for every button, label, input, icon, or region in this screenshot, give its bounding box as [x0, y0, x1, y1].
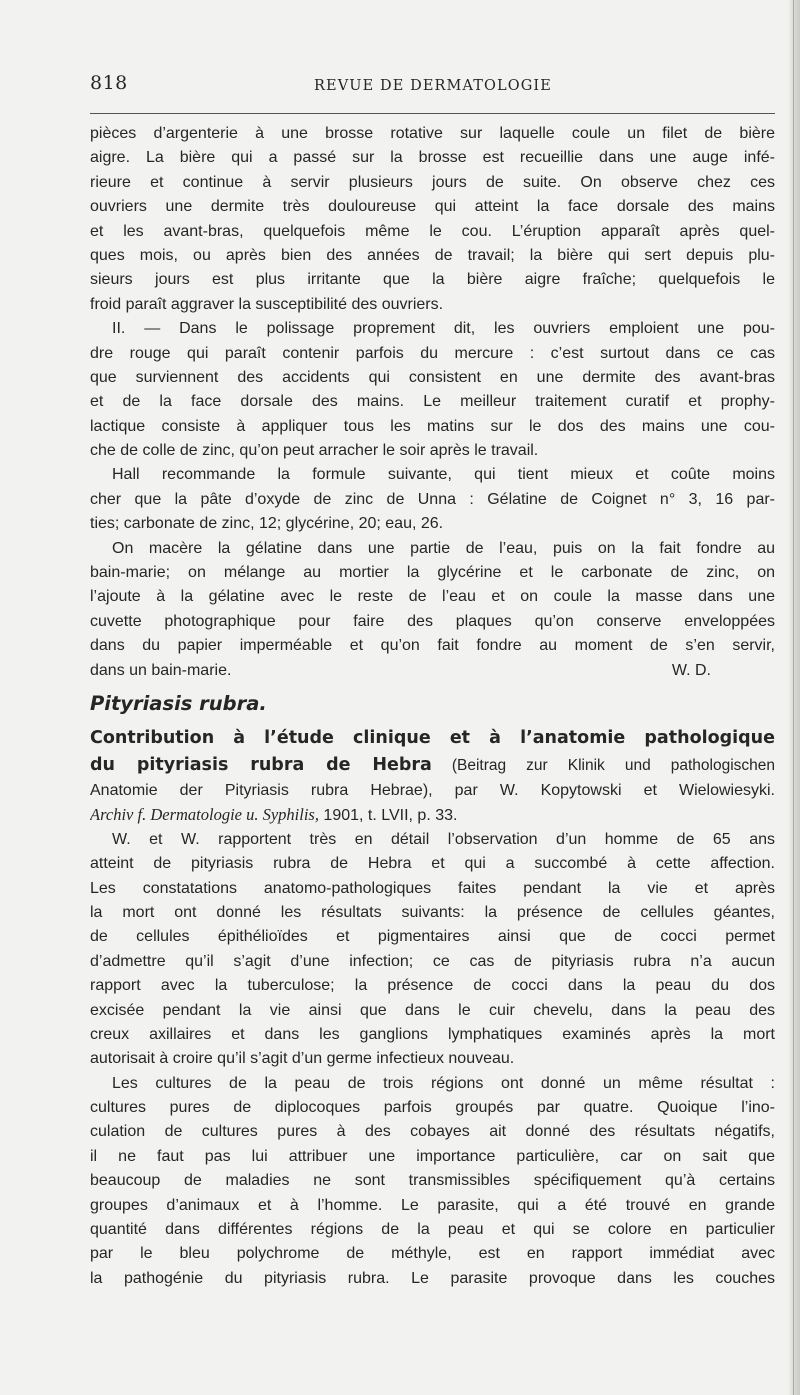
citation-details: 1901, t. LVII, p. 33. — [318, 807, 458, 825]
section-title: Pityriasis rubra. — [90, 691, 267, 715]
body-line: II. — Dans le polissage proprement dit, les ouvriers emploient une pou- — [112, 320, 775, 338]
article-citation — [90, 803, 775, 827]
article-heading-tail: (Beitrag zur Klinik und pathologischen — [431, 756, 775, 774]
body-line: groupes d’animaux et à l’homme. Le parasite, qui a été trouvé en grande — [90, 1196, 775, 1214]
article-heading-line — [90, 752, 775, 779]
body-line: culation de cultures pures à des cobayes ait donné des résultats négatifs, — [90, 1123, 775, 1141]
body-line: l’ajoute à la gélatine avec le reste de l’eau et on coule la masse dans une — [90, 588, 775, 606]
body-line: ties; carbonate de zinc, 12; glycérine, 20; eau, 26. — [90, 515, 444, 533]
body-line: ques mois, ou après bien des années de travail; la bière qui sert depuis plu- — [90, 246, 775, 264]
body-line: ouvriers une dermite très douloureuse qui atteint la face dorsale des mains — [90, 198, 775, 216]
body-line: bain-marie; on mélange au mortier la glycérine et le carbonate de zinc, on — [90, 564, 775, 582]
body-line: sieurs jours est plus irritante que la bière aigre fraîche; quelquefois le — [90, 271, 775, 289]
body-line: excisée pendant la vie ainsi que dans le cuir chevelu, dans la peau des — [90, 1001, 775, 1019]
body-line: rieure et continue à servir plusieurs jours de suite. On observe chez ces — [90, 173, 775, 191]
body-line: la mort ont donné les résultats suivants: la présence de cellules géantes, — [90, 903, 775, 921]
article-heading-authors: Anatomie der Pityriasis rubra Hebrae), par W. Kopytowski et Wielowiesyki. — [90, 781, 775, 799]
body-line: cher que la pâte d’oxyde de zinc de Unna : Gélatine de Coignet n° 3, 16 par- — [90, 490, 775, 508]
body-line: quantité dans différentes régions de la peau et qui se colore en particulier — [90, 1221, 775, 1239]
citation-journal: Archiv f. Dermatologie u. Syphilis, — [90, 805, 319, 825]
body-line: aigre. La bière qui a passé sur la brosse est recueillie dans une auge infé- — [90, 149, 775, 167]
body-line-with-signature — [90, 659, 775, 683]
journal-title: REVUE DE DERMATOLOGIE — [314, 78, 552, 94]
article-heading-bold: du pityriasis rubra de Hebra — [90, 754, 432, 775]
body-line: Hall recommande la formule suivante, qui tient mieux et coûte moins — [112, 466, 775, 484]
body-line: creux axillaires et dans les ganglions lymphatiques examinés après la mort — [90, 1025, 775, 1043]
body-line: froid paraît aggraver la susceptibilité des ouvriers. — [90, 295, 444, 313]
running-head — [90, 72, 775, 102]
page-number: 818 — [90, 72, 128, 94]
body-line: que surviennent des accidents qui consistent en une dermite des avant-bras — [90, 368, 775, 386]
body-line: de cellules épithélioïdes et pigmentaires ainsi que de cocci permet — [90, 928, 775, 946]
page-edge-line — [793, 0, 794, 1395]
article-heading-line: Contribution à l’étude clinique et à l’anatomie pathologique — [90, 727, 775, 748]
body-line: pièces d’argenterie à une brosse rotative sur laquelle coule un filet de bière — [90, 125, 775, 142]
body-line: beaucoup de maladies ne sont transmissibles spécifiquement qu’à certains — [90, 1172, 775, 1190]
body-line: Les cultures de la peau de trois régions ont donné un même résultat : — [112, 1074, 775, 1092]
body-line: autorisait à croire qu’il s’agit d’un germe infectieux nouveau. — [90, 1050, 515, 1068]
body-line: che de colle de zinc, qu’on peut arracher le soir après le travail. — [90, 442, 539, 460]
body-line: rapport avec la tuberculose; la présence de cocci dans la peau du dos — [90, 977, 775, 995]
body-line: cuvette photographique pour faire des plaques qu’on conserve enveloppées — [90, 612, 775, 630]
body-line: On macère la gélatine dans une partie de l’eau, puis on la fait fondre au — [112, 539, 775, 557]
body-line: d’admettre qu’il s’agit d’une infection; ce cas de pityriasis rubra n’a aucun — [90, 952, 775, 970]
body-line: dre rouge qui paraît contenir parfois du mercure : c’est surtout dans ce cas — [90, 344, 775, 362]
header-rule — [90, 113, 775, 114]
body-line: W. et W. rapportent très en détail l’observation d’un homme de 65 ans — [112, 830, 775, 848]
text-column — [90, 122, 775, 1291]
body-line: la pathogénie du pityriasis rubra. Le parasite provoque dans les couches — [90, 1269, 775, 1287]
body-line: et les avant-bras, quelquefois même le cou. L’éruption apparaît après quel- — [90, 222, 775, 240]
body-line: lactique consiste à appliquer tous les matins sur le dos des mains une cou- — [90, 417, 775, 435]
body-line: atteint de pityriasis rubra de Hebra et qui a succombé à cette affection. — [90, 855, 775, 873]
body-line: cultures pures de diplocoques parfois groupés par quatre. Quoique l’ino- — [90, 1099, 775, 1117]
body-line: par le bleu polychrome de méthyle, est en rapport immédiat avec — [90, 1245, 775, 1263]
body-line: Les constatations anatomo-pathologiques faites pendant la vie et après — [90, 879, 775, 897]
body-line-text: dans un bain-marie. — [90, 661, 232, 679]
author-signature: W. D. — [671, 661, 711, 679]
page-edge-shadow — [788, 0, 800, 1395]
body-line: dans du papier imperméable et qu’on fait fondre au moment de s’en servir, — [90, 637, 775, 655]
body-line: et de la face dorsale des mains. Le meilleur traitement curatif et prophy- — [90, 393, 775, 411]
body-line: il ne faut pas lui attribuer une importance particulière, car on sait que — [90, 1147, 775, 1165]
